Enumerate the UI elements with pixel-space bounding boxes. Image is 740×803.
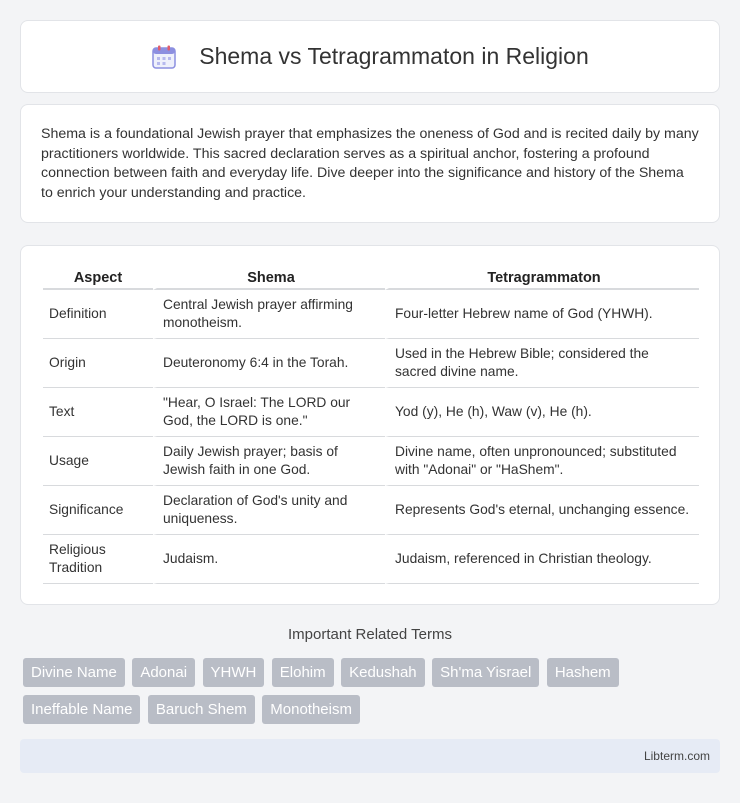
page-title: Shema vs Tetragrammaton in Religion [199,43,589,69]
table-cell: Yod (y), He (h), Waw (v), He (h). [385,388,699,437]
term-tag[interactable]: Monotheism [262,695,360,724]
column-header-shema: Shema [153,268,385,290]
table-cell: "Hear, O Israel: The LORD our God, the LORD is one." [153,388,385,437]
table-cell: Judaism, referenced in Christian theology. [385,535,699,584]
term-tag[interactable]: Sh'ma Yisrael [432,658,539,687]
related-terms-list [23,658,723,732]
table-cell: Origin [43,339,153,388]
term-tag[interactable]: Ineffable Name [23,695,140,724]
footer-site-link[interactable]: Libterm.com [643,749,710,763]
table-cell: Significance [43,486,153,535]
table-row [43,486,699,535]
table-row [43,290,699,339]
term-tag[interactable]: Baruch Shem [148,695,255,724]
table-cell: Religious Tradition [43,535,153,584]
column-header-tetragrammaton: Tetragrammaton [385,268,699,290]
related-terms-title: Important Related Terms [288,626,452,643]
table-cell: Usage [43,437,153,486]
table-cell: Represents God's eternal, unchanging essence. [385,486,699,535]
column-header-aspect: Aspect [43,268,153,290]
comparison-table [43,268,699,584]
table-header-row [43,268,699,290]
term-tag[interactable]: Adonai [132,658,195,687]
table-cell: Divine name, often unpronounced; substituted with "Adonai" or "HaShem". [385,437,699,486]
term-tag[interactable]: YHWH [203,658,265,687]
intro-text: Shema is a foundational Jewish prayer that emphasizes the oneness of God and is recited daily by many practitioners worldwide. This sacred declaration serves as a spiritual anchor, fostering a profound connection between faith and everyday life. Dive deeper into the significance and history of the Shema to enrich your understanding and practice. [41,126,699,201]
header-card [20,20,720,93]
footer [20,739,720,773]
table-row [43,437,699,486]
comparison-table-card [20,245,720,605]
calendar-icon [151,44,177,70]
term-tag[interactable]: Kedushah [341,658,425,687]
table-cell: Deuteronomy 6:4 in the Torah. [153,339,385,388]
table-row [43,535,699,584]
table-cell: Four-letter Hebrew name of God (YHWH). [385,290,699,339]
term-tag[interactable]: Hashem [547,658,619,687]
table-cell: Definition [43,290,153,339]
term-tag[interactable]: Elohim [272,658,334,687]
term-tag[interactable]: Divine Name [23,658,125,687]
table-cell: Used in the Hebrew Bible; considered the sacred divine name. [385,339,699,388]
table-cell: Judaism. [153,535,385,584]
table-cell: Declaration of God's unity and uniqueness. [153,486,385,535]
table-cell: Text [43,388,153,437]
table-row [43,339,699,388]
intro-card [20,104,720,223]
table-cell: Daily Jewish prayer; basis of Jewish faith in one God. [153,437,385,486]
table-row [43,388,699,437]
table-cell: Central Jewish prayer affirming monotheism. [153,290,385,339]
